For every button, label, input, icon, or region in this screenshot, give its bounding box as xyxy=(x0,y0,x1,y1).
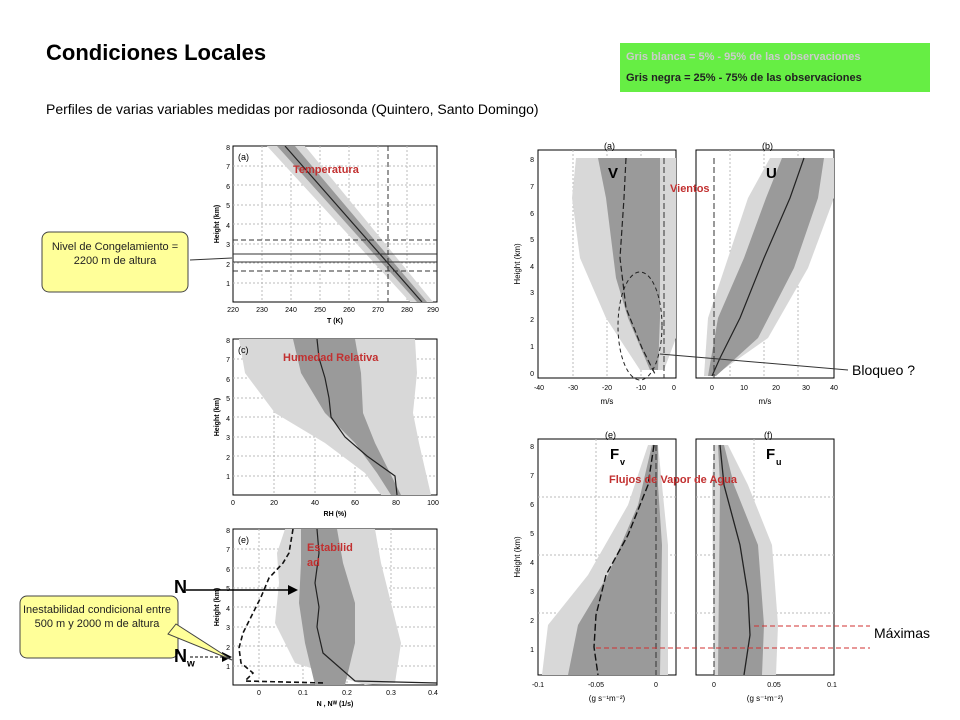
svg-text:5: 5 xyxy=(226,586,230,593)
svg-text:8: 8 xyxy=(226,528,230,535)
flux-tag-a: (e) xyxy=(605,430,616,440)
winds-var-u: U xyxy=(766,165,777,182)
svg-text:0: 0 xyxy=(530,371,534,378)
svg-text:4: 4 xyxy=(530,264,534,271)
svg-text:-40: -40 xyxy=(533,385,545,392)
svg-text:v: v xyxy=(620,457,626,467)
svg-text:1: 1 xyxy=(226,664,230,671)
rh-xlabel: RH (%) xyxy=(323,511,347,518)
svg-text:230: 230 xyxy=(256,307,268,314)
svg-text:0.1: 0.1 xyxy=(827,682,837,689)
svg-text:5: 5 xyxy=(226,396,230,403)
svg-text:0: 0 xyxy=(710,385,714,392)
label-flujos-vapor: Flujos de Vapor de Agua xyxy=(609,474,737,486)
svg-text:40: 40 xyxy=(830,385,838,392)
callout-freezing-text: Nivel de Congelamiento = 2200 m de altura xyxy=(51,241,179,267)
svg-text:4: 4 xyxy=(530,560,534,567)
svg-text:-0.05: -0.05 xyxy=(588,682,604,689)
svg-text:2: 2 xyxy=(530,317,534,324)
svg-text:6: 6 xyxy=(226,184,230,191)
svg-text:7: 7 xyxy=(530,184,534,191)
legend-line-light-gray: Gris blanca = 5% - 95% de las observaciones xyxy=(626,51,861,63)
label-vientos: Vientos xyxy=(670,183,710,195)
stab-panel-tag: (e) xyxy=(238,535,249,545)
temp-xlabel: T (K) xyxy=(327,318,343,325)
svg-text:3: 3 xyxy=(226,242,230,249)
svg-text:Height (km): Height (km) xyxy=(513,243,522,285)
rh-ylabel: Height (km) xyxy=(214,397,221,437)
svg-text:5: 5 xyxy=(226,203,230,210)
svg-text:m/s: m/s xyxy=(600,397,614,406)
svg-text:1: 1 xyxy=(226,281,230,288)
svg-text:270: 270 xyxy=(372,307,384,314)
svg-text:8: 8 xyxy=(226,338,230,345)
svg-text:(g s⁻¹m⁻²): (g s⁻¹m⁻²) xyxy=(588,694,626,703)
svg-text:10: 10 xyxy=(740,385,748,392)
svg-text:250: 250 xyxy=(314,307,326,314)
svg-text:0: 0 xyxy=(231,500,235,507)
svg-text:7: 7 xyxy=(226,547,230,554)
svg-text:2: 2 xyxy=(226,262,230,269)
svg-text:2: 2 xyxy=(226,645,230,652)
label-n: N xyxy=(174,577,187,597)
legend-box xyxy=(620,43,930,92)
page-subtitle: Perfiles de varias variables medidas por radiosonda (Quintero, Santo Domingo) xyxy=(46,101,539,117)
svg-text:0.05: 0.05 xyxy=(767,682,781,689)
svg-text:290: 290 xyxy=(427,307,439,314)
svg-text:8: 8 xyxy=(226,145,230,152)
svg-text:2: 2 xyxy=(530,618,534,625)
svg-text:u: u xyxy=(776,457,782,467)
svg-text:40: 40 xyxy=(311,500,319,507)
svg-text:3: 3 xyxy=(226,625,230,632)
svg-text:3: 3 xyxy=(530,290,534,297)
svg-text:6: 6 xyxy=(226,377,230,384)
flux-tag-b: (f) xyxy=(764,430,773,440)
svg-text:0: 0 xyxy=(712,682,716,689)
label-humedad-relativa: Humedad Relativa xyxy=(283,352,379,364)
flux-var-fu: F xyxy=(766,446,776,463)
svg-text:-10: -10 xyxy=(635,385,647,392)
svg-text:4: 4 xyxy=(226,416,230,423)
stab-xlabel: N , Nᵂ (1/s) xyxy=(316,701,354,708)
label-nw: $N_w$ xyxy=(174,646,195,670)
callout-instability-text: Inestabilidad condicional entre 500 m y 2000 m de altura xyxy=(23,604,171,630)
svg-text:2: 2 xyxy=(226,455,230,462)
svg-text:4: 4 xyxy=(226,606,230,613)
svg-text:240: 240 xyxy=(285,307,297,314)
svg-text:0.1: 0.1 xyxy=(298,690,308,697)
svg-text:80: 80 xyxy=(392,500,400,507)
svg-text:1: 1 xyxy=(226,474,230,481)
svg-text:5: 5 xyxy=(530,237,534,244)
stab-ylabel: Height (km) xyxy=(214,587,221,627)
temp-panel-tag: (a) xyxy=(238,152,249,162)
svg-text:0.4: 0.4 xyxy=(428,690,438,697)
svg-text:3: 3 xyxy=(226,435,230,442)
label-temperatura: Temperatura xyxy=(293,164,359,176)
svg-text:-20: -20 xyxy=(601,385,613,392)
svg-text:220: 220 xyxy=(227,307,239,314)
svg-text:6: 6 xyxy=(226,567,230,574)
svg-text:0: 0 xyxy=(654,682,658,689)
svg-text:(g s⁻¹m⁻²): (g s⁻¹m⁻²) xyxy=(746,694,784,703)
svg-text:7: 7 xyxy=(530,473,534,480)
svg-text:-30: -30 xyxy=(567,385,579,392)
svg-text:60: 60 xyxy=(351,500,359,507)
svg-text:20: 20 xyxy=(772,385,780,392)
svg-text:4: 4 xyxy=(226,223,230,230)
svg-text:1: 1 xyxy=(530,647,534,654)
svg-text:0.3: 0.3 xyxy=(386,690,396,697)
winds-chart xyxy=(508,138,844,418)
svg-text:100: 100 xyxy=(427,500,439,507)
vapor-flux-chart xyxy=(508,425,844,715)
flux-var-fv: F xyxy=(610,446,620,463)
svg-text:7: 7 xyxy=(226,357,230,364)
svg-text:0: 0 xyxy=(672,385,676,392)
temp-ylabel: Height (km) xyxy=(214,204,221,244)
svg-text:-0.1: -0.1 xyxy=(531,682,545,689)
svg-text:6: 6 xyxy=(530,211,534,218)
svg-text:7: 7 xyxy=(226,164,230,171)
svg-text:m/s: m/s xyxy=(758,397,772,406)
svg-text:6: 6 xyxy=(530,502,534,509)
rh-panel-tag: (c) xyxy=(238,345,249,355)
svg-text:20: 20 xyxy=(270,500,278,507)
svg-text:3: 3 xyxy=(530,589,534,596)
svg-text:5: 5 xyxy=(530,531,534,538)
svg-text:8: 8 xyxy=(530,157,534,164)
svg-text:30: 30 xyxy=(802,385,810,392)
legend-line-dark-gray: Gris negra = 25% - 75% de las observaciones xyxy=(626,72,862,84)
label-estabilidad: Estabilid ad xyxy=(307,542,353,569)
label-maximas: Máximas xyxy=(874,625,931,641)
svg-text:0.2: 0.2 xyxy=(342,690,352,697)
page-title: Condiciones Locales xyxy=(46,40,267,65)
svg-text:0: 0 xyxy=(257,690,261,697)
svg-text:280: 280 xyxy=(401,307,413,314)
winds-var-v: V xyxy=(608,165,619,182)
label-bloqueo: Bloqueo ? xyxy=(852,362,916,378)
svg-text:260: 260 xyxy=(343,307,355,314)
svg-text:1: 1 xyxy=(530,344,534,351)
svg-text:8: 8 xyxy=(530,444,534,451)
winds-tag-b: (b) xyxy=(762,141,773,151)
winds-tag-a: (a) xyxy=(604,141,615,151)
svg-text:Height (km): Height (km) xyxy=(513,536,522,578)
